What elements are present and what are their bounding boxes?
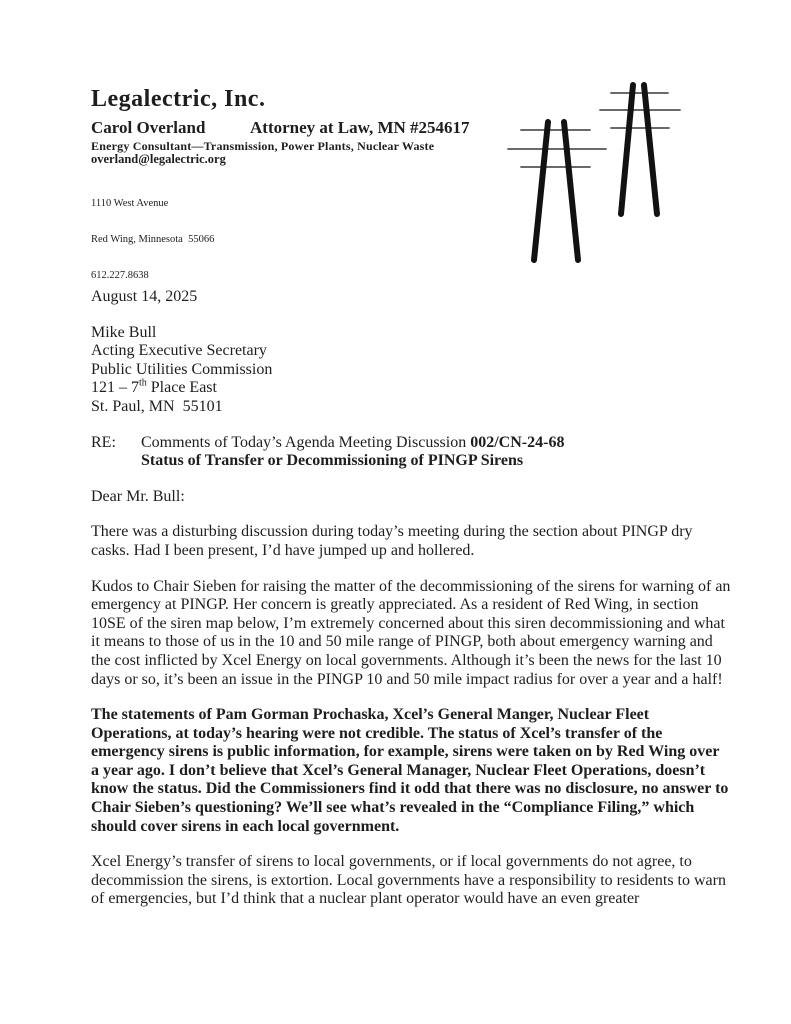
salutation: Dear Mr. Bull: [91, 487, 185, 505]
attorney-credentials: Attorney at Law, MN #254617 [250, 118, 470, 137]
attorney-row [91, 118, 511, 136]
recipient-street [91, 379, 731, 398]
recipient-city: St. Paul, MN 55101 [91, 397, 223, 415]
re-line1 [141, 434, 564, 453]
attorney-name: Carol Overland [91, 118, 206, 137]
tower-left [508, 122, 606, 260]
docket-number: 002/CN-24-68 [470, 433, 565, 451]
re-subject-text [141, 434, 564, 471]
re-label: RE: [91, 433, 116, 451]
recipient-title: Acting Executive Secretary [91, 342, 267, 360]
recipient-address [91, 324, 731, 417]
address-city: Red Wing, Minnesota 55066 [91, 234, 215, 245]
letter-date: August 14, 2025 [91, 288, 198, 305]
letterhead-address [91, 174, 214, 306]
company-name: Legalectric, Inc. [91, 86, 266, 112]
re-subject-block [91, 434, 731, 471]
paragraph-4: Xcel Energy’s transfer of sirens to local governments, or if local governments do not agree, to decommission the sirens, is extortion. Local governments have a responsibility to residents to warn of emergencies, but I’d think that a nuclear plant operator would have an even greater [91, 853, 726, 908]
recipient-name: Mike Bull [91, 323, 157, 341]
ordinal-suffix: th [139, 378, 147, 390]
address-street: 1110 West Avenue [91, 198, 169, 209]
email-address: overland@legalectric.org [91, 152, 226, 166]
tower-right [600, 85, 680, 214]
street-name: Place East [146, 379, 217, 397]
paragraph-3-bold: The statements of Pam Gorman Prochaska, Xcel’s General Manger, Nuclear Fleet Operations, at today’s hearing were not credible. The status of Xcel’s transfer of the emergency sirens is public information, for example, sirens were taken on by Red Wing over a year ago. I don’t believe that Xcel’s General Manager, Nuclear Fleet Operations, doesn’t know the status. Did the Commissioners find it odd that there was no disclosure, no answer to Chair Sieben’s questioning? We’ll see what’s revealed in the “Compliance Filing,” which should cover sirens in each local government. [91, 706, 729, 835]
specialty-line: Energy Consultant—Transmission, Power Plants, Nuclear Waste [91, 139, 435, 153]
street-number: 121 – 7 [91, 379, 139, 397]
paragraph-2: Kudos to Chair Sieben for raising the matter of the decommissioning of the sirens for warning of an emergency at PINGP. Her concern is greatly appreciated. As a resident of Red Wing, in section 10SE of the siren map below, I’m extremely concerned about this siren decommissioning and what it means to those of us in the 10 and 50 mile range of PINGP, both about emergency warning and the cost inflicted by Xcel Energy on local governments. Although it’s been the news for the last 10 days or so, it’s been an issue in the PINGP 10 and 50 mile impact radius for over a year and a half! [91, 577, 731, 688]
letter-content [91, 288, 731, 926]
recipient-org: Public Utilities Commission [91, 360, 273, 378]
re-line1-text: Comments of Today’s Agenda Meeting Discussion [141, 433, 471, 451]
address-phone: 612.227.8638 [91, 270, 149, 281]
paragraph-1: There was a disturbing discussion during today’s meeting during the section about PINGP dry casks. Had I been present, I’d have jumped up and hollered. [91, 523, 693, 559]
re-line2: Status of Transfer or Decommissioning of PINGP Sirens [141, 452, 524, 470]
transmission-towers-icon [500, 75, 692, 271]
